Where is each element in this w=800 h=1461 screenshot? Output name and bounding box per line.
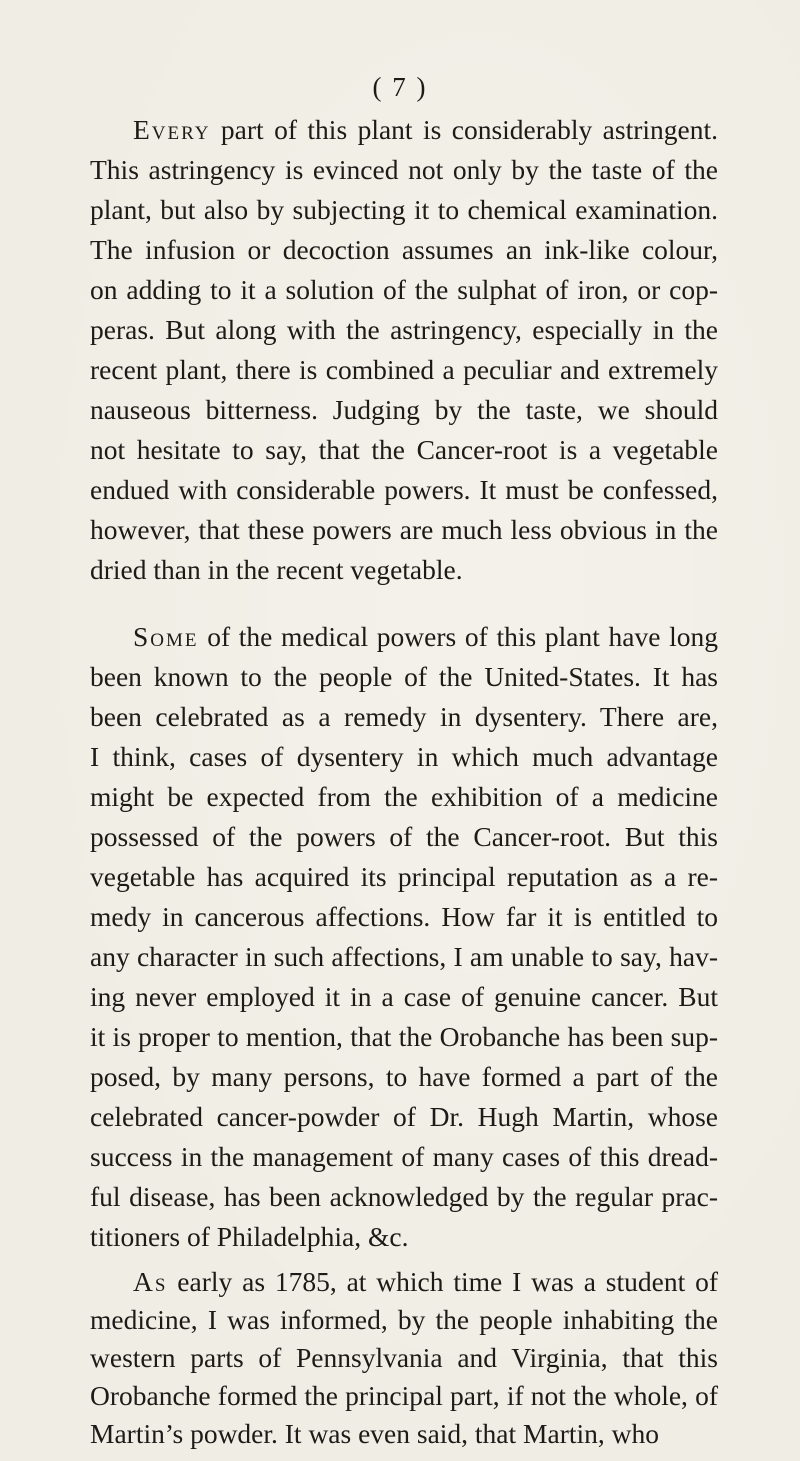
text-line: This astringency is evinced not only by the taste of the (90, 154, 718, 185)
paragraph-lead-word: Every (133, 114, 211, 145)
text-line: titioners of Philadelphia, &c. (90, 1221, 409, 1252)
text-line: on adding to it a solution of the sulphat of iron, or cop- (90, 274, 718, 305)
text-line: Martin’s powder. It was even said, that Martin, who (90, 1418, 659, 1449)
text-line: posed, by many persons, to have formed a part of the (90, 1061, 718, 1092)
text-line: medicine, I was informed, by the people inhabiting the (90, 1304, 718, 1335)
text-line: dried than in the recent vegetable. (90, 554, 463, 585)
text-line: Some of the medical powers of this plant have long (133, 621, 718, 652)
text-line: endued with considerable powers. It must be confessed, (90, 474, 718, 505)
text-line: peras. But along with the astringency, especially in the (90, 314, 718, 345)
paragraph-lead-word: Some (133, 621, 199, 652)
text-line: nauseous bitterness. Judging by the taste, we should (90, 394, 718, 425)
text-line: I think, cases of dysentery in which much advantage (90, 741, 718, 772)
text-line: any character in such affections, I am unable to say, hav- (90, 941, 718, 972)
text-line: plant, but also by subjecting it to chemical examination. (90, 194, 718, 225)
text-line: success in the management of many cases of this dread- (90, 1141, 718, 1172)
text-line: possessed of the powers of the Cancer-root. But this (90, 821, 718, 852)
text-line: ful disease, has been acknowledged by the regular prac- (90, 1181, 718, 1212)
page-number: ( 7 ) (372, 72, 428, 102)
text-line: ing never employed it in a case of genuine cancer. But (90, 981, 718, 1012)
paragraph-lead-word: As (133, 1266, 168, 1297)
text-line: might be expected from the exhibition of a medicine (90, 781, 718, 812)
text-line: it is proper to mention, that the Orobanche has been sup- (90, 1021, 718, 1052)
text-line: vegetable has acquired its principal reputation as a re- (90, 861, 718, 892)
text-line: been known to the people of the United-States. It has (90, 661, 718, 692)
text-line: western parts of Pennsylvania and Virginia, that this (90, 1342, 718, 1373)
text-line: medy in cancerous affections. How far it is entitled to (90, 901, 718, 932)
text-line: recent plant, there is combined a peculiar and extremely (90, 354, 718, 385)
text-line: however, that these powers are much less obvious in the (90, 514, 718, 545)
text-line: been celebrated as a remedy in dysentery. There are, (90, 701, 718, 732)
text-line: celebrated cancer-powder of Dr. Hugh Martin, whose (90, 1101, 718, 1132)
text-line: Every part of this plant is considerably astringent. (133, 114, 718, 145)
text-line: The infusion or decoction assumes an ink-like colour, (90, 234, 718, 265)
text-line: Orobanche formed the principal part, if not the whole, of (90, 1380, 718, 1411)
text-line: As early as 1785, at which time I was a student of (133, 1266, 718, 1297)
text-line: not hesitate to say, that the Cancer-root is a vegetable (90, 434, 718, 465)
